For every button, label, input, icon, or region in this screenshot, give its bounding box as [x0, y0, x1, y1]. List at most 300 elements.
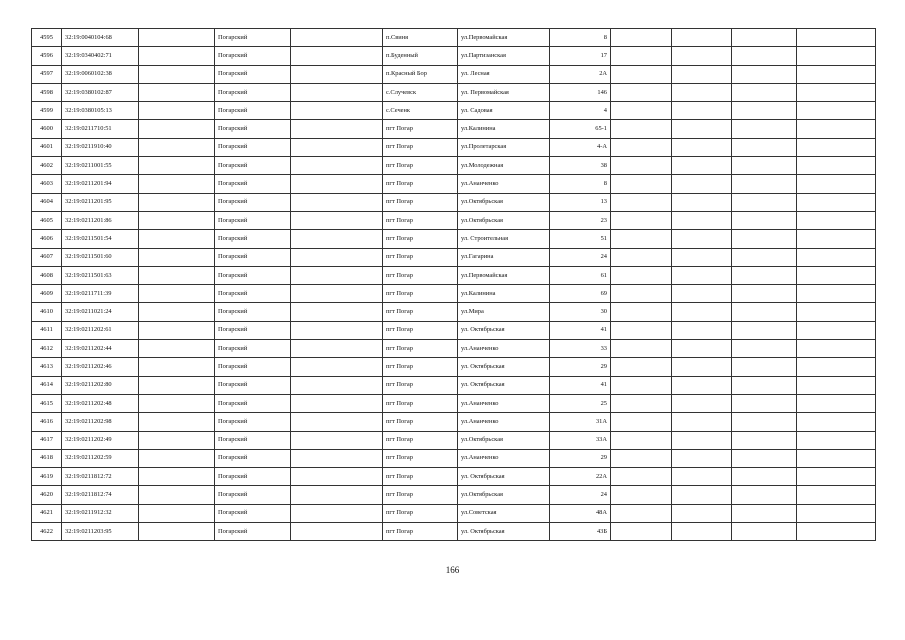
district-name: Погарский: [215, 340, 291, 358]
blank-cell: [139, 211, 215, 229]
house-number: 22А: [550, 468, 611, 486]
blank-cell-extra-3: [732, 193, 797, 211]
blank-cell: [139, 248, 215, 266]
table-row: [32, 211, 876, 229]
blank-cell-extra-3: [732, 303, 797, 321]
blank-cell: [291, 340, 383, 358]
blank-cell-extra-1: [611, 175, 672, 193]
blank-cell-extra-2: [672, 486, 732, 504]
settlement-name: пгт Погар: [383, 413, 458, 431]
blank-cell-extra-3: [732, 120, 797, 138]
blank-cell: [139, 120, 215, 138]
district-name: Погарский: [215, 321, 291, 339]
house-number: 33А: [550, 431, 611, 449]
blank-cell: [139, 394, 215, 412]
blank-cell-extra-1: [611, 376, 672, 394]
blank-cell-extra-2: [672, 468, 732, 486]
cadastral-number: 32:19:0380102:87: [62, 83, 139, 101]
blank-cell-extra-4: [797, 175, 876, 193]
blank-cell-extra-4: [797, 47, 876, 65]
blank-cell-extra-3: [732, 376, 797, 394]
record-number: 4598: [32, 83, 62, 101]
blank-cell-extra-1: [611, 468, 672, 486]
registry-table: [31, 28, 876, 541]
settlement-name: пгт Погар: [383, 120, 458, 138]
street-name: ул.Ананченко: [458, 413, 550, 431]
house-number: 146: [550, 83, 611, 101]
cadastral-number: 32:19:0211021:24: [62, 303, 139, 321]
house-number: 23: [550, 211, 611, 229]
blank-cell-extra-3: [732, 449, 797, 467]
blank-cell: [291, 193, 383, 211]
district-name: Погарский: [215, 504, 291, 522]
blank-cell-extra-1: [611, 303, 672, 321]
blank-cell: [291, 449, 383, 467]
blank-cell-extra-1: [611, 358, 672, 376]
table-row: [32, 102, 876, 120]
district-name: Погарский: [215, 157, 291, 175]
blank-cell-extra-2: [672, 193, 732, 211]
blank-cell-extra-4: [797, 486, 876, 504]
blank-cell: [291, 138, 383, 156]
blank-cell-extra-2: [672, 230, 732, 248]
blank-cell-extra-1: [611, 486, 672, 504]
record-number: 4610: [32, 303, 62, 321]
house-number: 29: [550, 449, 611, 467]
blank-cell-extra-2: [672, 29, 732, 47]
record-number: 4614: [32, 376, 62, 394]
blank-cell: [291, 120, 383, 138]
district-name: Погарский: [215, 449, 291, 467]
house-number: 24: [550, 486, 611, 504]
blank-cell-extra-4: [797, 340, 876, 358]
table-row: [32, 285, 876, 303]
blank-cell-extra-3: [732, 468, 797, 486]
blank-cell-extra-3: [732, 266, 797, 284]
blank-cell-extra-1: [611, 449, 672, 467]
blank-cell: [291, 431, 383, 449]
blank-cell: [139, 413, 215, 431]
settlement-name: пгт Погар: [383, 138, 458, 156]
blank-cell: [291, 376, 383, 394]
blank-cell-extra-3: [732, 413, 797, 431]
district-name: Погарский: [215, 29, 291, 47]
district-name: Погарский: [215, 266, 291, 284]
street-name: ул. Садовая: [458, 102, 550, 120]
blank-cell-extra-3: [732, 321, 797, 339]
settlement-name: пгт Погар: [383, 468, 458, 486]
district-name: Погарский: [215, 486, 291, 504]
house-number: 13: [550, 193, 611, 211]
blank-cell: [291, 394, 383, 412]
settlement-name: п.Красный Бор: [383, 65, 458, 83]
table-row: [32, 486, 876, 504]
record-number: 4611: [32, 321, 62, 339]
settlement-name: пгт Погар: [383, 230, 458, 248]
blank-cell-extra-4: [797, 29, 876, 47]
settlement-name: пгт Погар: [383, 321, 458, 339]
blank-cell-extra-1: [611, 340, 672, 358]
blank-cell: [139, 230, 215, 248]
table-row: [32, 431, 876, 449]
house-number: 25: [550, 394, 611, 412]
blank-cell: [139, 29, 215, 47]
record-number: 4621: [32, 504, 62, 522]
blank-cell-extra-3: [732, 65, 797, 83]
street-name: ул.Октябрьская: [458, 486, 550, 504]
cadastral-number: 32:19:0211202:46: [62, 358, 139, 376]
house-number: 8: [550, 29, 611, 47]
blank-cell-extra-2: [672, 303, 732, 321]
table-row: [32, 394, 876, 412]
blank-cell: [291, 211, 383, 229]
street-name: ул. Октябрьская: [458, 376, 550, 394]
record-number: 4602: [32, 157, 62, 175]
settlement-name: пгт Погар: [383, 248, 458, 266]
blank-cell: [139, 83, 215, 101]
district-name: Погарский: [215, 431, 291, 449]
table-row: [32, 468, 876, 486]
blank-cell: [291, 29, 383, 47]
street-name: ул.Советская: [458, 504, 550, 522]
table-row: [32, 303, 876, 321]
blank-cell-extra-4: [797, 358, 876, 376]
record-number: 4595: [32, 29, 62, 47]
settlement-name: пгт Погар: [383, 340, 458, 358]
table-row: [32, 248, 876, 266]
cadastral-number: 32:19:0211202:98: [62, 413, 139, 431]
blank-cell-extra-2: [672, 211, 732, 229]
blank-cell-extra-1: [611, 138, 672, 156]
page-number: 166: [445, 565, 460, 575]
blank-cell-extra-4: [797, 211, 876, 229]
blank-cell: [139, 376, 215, 394]
cadastral-number: 32:19:0211812:74: [62, 486, 139, 504]
settlement-name: пгт Погар: [383, 193, 458, 211]
cadastral-number: 32:19:0211912:32: [62, 504, 139, 522]
settlement-name: пгт Погар: [383, 211, 458, 229]
blank-cell: [139, 47, 215, 65]
street-name: ул.Молодежная: [458, 157, 550, 175]
table-row: [32, 138, 876, 156]
house-number: 30: [550, 303, 611, 321]
blank-cell: [291, 321, 383, 339]
cadastral-number: 32:19:0211710:51: [62, 120, 139, 138]
blank-cell-extra-3: [732, 102, 797, 120]
blank-cell-extra-3: [732, 358, 797, 376]
record-number: 4618: [32, 449, 62, 467]
district-name: Погарский: [215, 83, 291, 101]
record-number: 4607: [32, 248, 62, 266]
blank-cell-extra-1: [611, 248, 672, 266]
house-number: 17: [550, 47, 611, 65]
district-name: Погарский: [215, 248, 291, 266]
settlement-name: п.Свиня: [383, 29, 458, 47]
blank-cell-extra-1: [611, 266, 672, 284]
district-name: Погарский: [215, 303, 291, 321]
house-number: 43Б: [550, 523, 611, 541]
cadastral-number: 32:19:0380105:13: [62, 102, 139, 120]
blank-cell-extra-1: [611, 211, 672, 229]
blank-cell-extra-3: [732, 394, 797, 412]
blank-cell-extra-1: [611, 65, 672, 83]
district-name: Погарский: [215, 376, 291, 394]
blank-cell: [291, 230, 383, 248]
table-row: [32, 358, 876, 376]
record-number: 4599: [32, 102, 62, 120]
settlement-name: пгт Погар: [383, 157, 458, 175]
record-number: 4622: [32, 523, 62, 541]
blank-cell-extra-4: [797, 376, 876, 394]
table-row: [32, 376, 876, 394]
blank-cell-extra-1: [611, 523, 672, 541]
house-number: 31А: [550, 413, 611, 431]
blank-cell-extra-3: [732, 431, 797, 449]
settlement-name: пгт Погар: [383, 358, 458, 376]
district-name: Погарский: [215, 285, 291, 303]
blank-cell: [291, 102, 383, 120]
blank-cell: [291, 248, 383, 266]
table-row: [32, 266, 876, 284]
blank-cell-extra-4: [797, 65, 876, 83]
record-number: 4617: [32, 431, 62, 449]
table-row: [32, 340, 876, 358]
blank-cell-extra-3: [732, 175, 797, 193]
district-name: Погарский: [215, 138, 291, 156]
street-name: ул.Октябрьская: [458, 193, 550, 211]
blank-cell-extra-4: [797, 431, 876, 449]
blank-cell-extra-3: [732, 211, 797, 229]
blank-cell-extra-1: [611, 47, 672, 65]
blank-cell: [291, 413, 383, 431]
table-row: [32, 47, 876, 65]
blank-cell-extra-2: [672, 175, 732, 193]
district-name: Погарский: [215, 102, 291, 120]
record-number: 4620: [32, 486, 62, 504]
table-row: [32, 523, 876, 541]
table-row: [32, 65, 876, 83]
blank-cell: [291, 157, 383, 175]
record-number: 4596: [32, 47, 62, 65]
settlement-name: с.Случевск: [383, 83, 458, 101]
record-number: 4612: [32, 340, 62, 358]
blank-cell-extra-2: [672, 266, 732, 284]
record-number: 4616: [32, 413, 62, 431]
blank-cell: [139, 321, 215, 339]
street-name: ул.Калинина: [458, 120, 550, 138]
blank-cell-extra-1: [611, 230, 672, 248]
blank-cell-extra-1: [611, 157, 672, 175]
house-number: 41: [550, 376, 611, 394]
blank-cell: [291, 504, 383, 522]
house-number: 69: [550, 285, 611, 303]
blank-cell-extra-4: [797, 120, 876, 138]
blank-cell: [291, 523, 383, 541]
street-name: ул. Строительная: [458, 230, 550, 248]
settlement-name: с.Сеченк: [383, 102, 458, 120]
record-number: 4609: [32, 285, 62, 303]
table-row: [32, 120, 876, 138]
blank-cell-extra-4: [797, 248, 876, 266]
table-row: [32, 83, 876, 101]
blank-cell-extra-3: [732, 248, 797, 266]
cadastral-number: 32:19:0211501:60: [62, 248, 139, 266]
blank-cell-extra-2: [672, 120, 732, 138]
district-name: Погарский: [215, 523, 291, 541]
street-name: ул.Пролетарская: [458, 138, 550, 156]
blank-cell: [139, 340, 215, 358]
blank-cell: [139, 102, 215, 120]
record-number: 4613: [32, 358, 62, 376]
table-row: [32, 29, 876, 47]
house-number: 51: [550, 230, 611, 248]
cadastral-number: 32:19:0211202:44: [62, 340, 139, 358]
blank-cell-extra-1: [611, 394, 672, 412]
house-number: 8: [550, 175, 611, 193]
street-name: ул.Первомайская: [458, 266, 550, 284]
blank-cell-extra-4: [797, 303, 876, 321]
house-number: 61: [550, 266, 611, 284]
blank-cell-extra-1: [611, 102, 672, 120]
cadastral-number: 32:19:0211501:54: [62, 230, 139, 248]
record-number: 4608: [32, 266, 62, 284]
blank-cell-extra-3: [732, 285, 797, 303]
table-row: [32, 449, 876, 467]
blank-cell-extra-3: [732, 83, 797, 101]
blank-cell-extra-4: [797, 285, 876, 303]
cadastral-number: 32:19:0211501:63: [62, 266, 139, 284]
blank-cell-extra-4: [797, 193, 876, 211]
blank-cell-extra-2: [672, 83, 732, 101]
blank-cell: [139, 175, 215, 193]
blank-cell-extra-1: [611, 29, 672, 47]
settlement-name: пгт Погар: [383, 486, 458, 504]
blank-cell-extra-2: [672, 376, 732, 394]
table-row: [32, 504, 876, 522]
blank-cell-extra-2: [672, 523, 732, 541]
district-name: Погарский: [215, 65, 291, 83]
blank-cell: [139, 285, 215, 303]
blank-cell-extra-3: [732, 340, 797, 358]
house-number: 65-1: [550, 120, 611, 138]
settlement-name: пгт Погар: [383, 175, 458, 193]
blank-cell-extra-4: [797, 468, 876, 486]
blank-cell-extra-1: [611, 83, 672, 101]
settlement-name: пгт Погар: [383, 449, 458, 467]
cadastral-number: 32:19:0340402:71: [62, 47, 139, 65]
blank-cell-extra-1: [611, 504, 672, 522]
table-row: [32, 321, 876, 339]
blank-cell: [139, 157, 215, 175]
blank-cell-extra-4: [797, 230, 876, 248]
street-name: ул.Октябрьская: [458, 211, 550, 229]
settlement-name: пгт Погар: [383, 376, 458, 394]
cadastral-number: 32:19:0211202:59: [62, 449, 139, 467]
table-row: [32, 157, 876, 175]
street-name: ул. Октябрьская: [458, 358, 550, 376]
cadastral-number: 32:19:0211812:72: [62, 468, 139, 486]
house-number: 29: [550, 358, 611, 376]
blank-cell-extra-3: [732, 138, 797, 156]
blank-cell-extra-2: [672, 504, 732, 522]
street-name: ул. Первомайская: [458, 83, 550, 101]
district-name: Погарский: [215, 175, 291, 193]
record-number: 4597: [32, 65, 62, 83]
blank-cell-extra-2: [672, 47, 732, 65]
house-number: 2А: [550, 65, 611, 83]
blank-cell: [291, 47, 383, 65]
blank-cell: [139, 449, 215, 467]
house-number: 33: [550, 340, 611, 358]
blank-cell: [139, 65, 215, 83]
record-number: 4603: [32, 175, 62, 193]
street-name: ул. Октябрьская: [458, 468, 550, 486]
blank-cell-extra-4: [797, 504, 876, 522]
house-number: 24: [550, 248, 611, 266]
blank-cell-extra-4: [797, 83, 876, 101]
blank-cell-extra-1: [611, 285, 672, 303]
street-name: ул.Калинина: [458, 285, 550, 303]
blank-cell: [139, 523, 215, 541]
cadastral-number: 32:19:0211201:95: [62, 193, 139, 211]
blank-cell: [139, 468, 215, 486]
district-name: Погарский: [215, 468, 291, 486]
house-number: 4: [550, 102, 611, 120]
blank-cell: [139, 504, 215, 522]
blank-cell: [291, 468, 383, 486]
blank-cell-extra-1: [611, 193, 672, 211]
blank-cell: [291, 65, 383, 83]
cadastral-number: 32:19:0211201:86: [62, 211, 139, 229]
house-number: 41: [550, 321, 611, 339]
district-name: Погарский: [215, 47, 291, 65]
settlement-name: пгт Погар: [383, 504, 458, 522]
blank-cell: [291, 358, 383, 376]
district-name: Погарский: [215, 358, 291, 376]
record-number: 4615: [32, 394, 62, 412]
cadastral-number: 32:19:0211202:49: [62, 431, 139, 449]
street-name: ул. Октябрьская: [458, 523, 550, 541]
blank-cell: [291, 175, 383, 193]
blank-cell-extra-2: [672, 138, 732, 156]
cadastral-number: 32:19:0211001:55: [62, 157, 139, 175]
blank-cell: [139, 486, 215, 504]
cadastral-number: 32:19:0211711:39: [62, 285, 139, 303]
district-name: Погарский: [215, 230, 291, 248]
record-number: 4604: [32, 193, 62, 211]
house-number: 38: [550, 157, 611, 175]
street-name: ул. Октябрьская: [458, 321, 550, 339]
blank-cell-extra-3: [732, 504, 797, 522]
house-number: 4-А: [550, 138, 611, 156]
street-name: ул.Ананченко: [458, 449, 550, 467]
house-number: 48А: [550, 504, 611, 522]
cadastral-number: 32:19:0040104:68: [62, 29, 139, 47]
record-number: 4619: [32, 468, 62, 486]
table-row: [32, 175, 876, 193]
blank-cell-extra-3: [732, 230, 797, 248]
blank-cell: [139, 358, 215, 376]
street-name: ул. Лесная: [458, 65, 550, 83]
street-name: ул.Гагарина: [458, 248, 550, 266]
record-number: 4600: [32, 120, 62, 138]
blank-cell-extra-3: [732, 486, 797, 504]
blank-cell-extra-1: [611, 120, 672, 138]
blank-cell-extra-2: [672, 157, 732, 175]
cadastral-number: 32:19:0211202:48: [62, 394, 139, 412]
settlement-name: п.Буденный: [383, 47, 458, 65]
blank-cell-extra-4: [797, 394, 876, 412]
